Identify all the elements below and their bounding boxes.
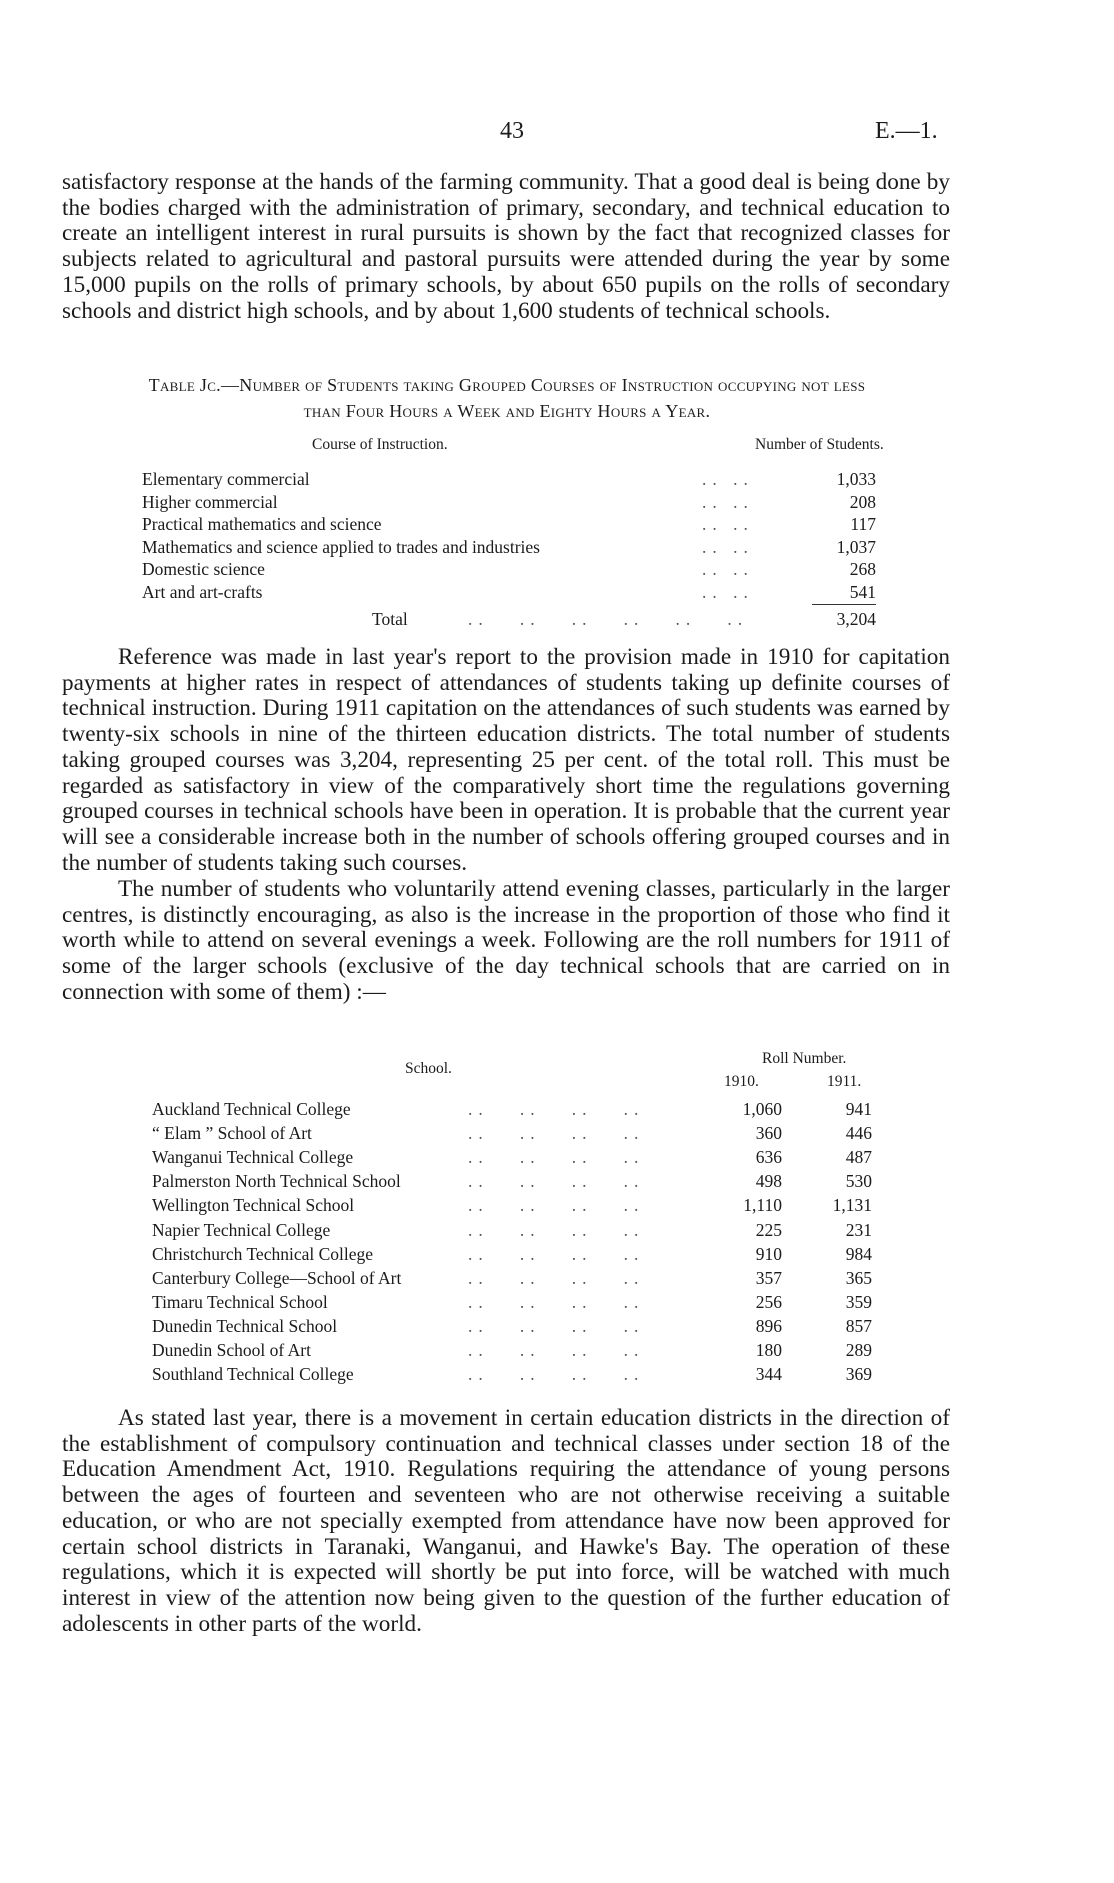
student-count: 1,037 [836,536,876,557]
roll-1911: 530 [845,1171,872,1192]
roll-1910: 636 [755,1147,782,1168]
total-label: Total [372,609,408,629]
student-count: 541 [849,581,876,602]
school-name: Dunedin Technical School [152,1315,338,1336]
leader-dots: .. .. .. .. [468,1243,645,1264]
school-name: Dunedin School of Art [152,1340,311,1360]
leader-dots: .. .. [702,514,754,534]
course-name: Domestic science [142,559,265,579]
leader-dots: .. .. [702,559,754,579]
leader-dots: .. .. .. .. [468,1171,645,1192]
leader-dots: .. .. .. .. [468,1195,645,1216]
roll-1911: 231 [845,1219,872,1240]
leader-dots: .. .. [702,491,754,512]
roll-1910: 256 [755,1291,782,1312]
roll-1910: 1,110 [743,1195,782,1216]
school-name: Wanganui Technical College [152,1147,354,1168]
student-count: 208 [849,491,876,512]
column-header-roll-number: Roll Number. [762,1050,847,1067]
roll-1911: 487 [845,1147,872,1168]
course-name: Mathematics and science applied to trades and industries [142,536,540,557]
roll-1910: 357 [755,1267,782,1288]
roll-1911: 857 [845,1315,872,1336]
roll-1910: 498 [755,1171,782,1192]
leader-dots: .. .. .. .. [468,1099,645,1119]
school-name: “ Elam ” School of Art [152,1123,312,1144]
school-name: Wellington Technical School [152,1195,355,1216]
roll-1910: 344 [755,1364,782,1385]
paragraph-compulsory-continuation: As stated last year, there is a movement in certain education districts in the direction of the establishment of compulsory continuation and technical classes under section 18 of the Education Amendment Act, 1910. Regulations requiring the attendance of young persons between the ages of fourteen and seventeen who are not otherwise receiving a suitable education, or who are not specially exempted from attendance have now been approved for certain school districts in Taranaki, Wanganui, and Hawke's Bay. The operation of these regulations, which it is expected will shortly be put into force, will be watched with much interest in view of the attention now being given to the question of the further education of adolescents in other parts of the world. [62,1405,950,1637]
table-jc-caption-line-1: Table Jc.—Number of Students taking Grouped Courses of Instruction occupying not less [148,375,866,395]
roll-1910: 225 [755,1219,782,1240]
leader-dots: .. .. [702,581,754,602]
school-name: Timaru Technical School [152,1291,328,1312]
leader-dots: .. .. .. .. [468,1340,645,1360]
roll-1910: 360 [755,1123,782,1144]
leader-dots: .. .. .. .. [468,1267,645,1288]
leader-dots: .. .. [702,536,754,557]
course-name: Higher commercial [142,491,278,512]
school-name: Canterbury College—School of Art [152,1267,402,1288]
leader-dots: .. .. .. .. [468,1291,645,1312]
column-header-course: Course of Instruction. [312,436,448,453]
leader-dots: .. .. .. .. [468,1364,645,1385]
roll-1911: 1,131 [832,1195,872,1216]
leader-dots: .. .. [702,469,754,489]
paragraph-rural-pursuits: satisfactory response at the hands of the farming community. That a good deal is being done by the bodies charged with the administration of primary, secondary, and technical education to create an intelligent interest in rural pursuits is shown by the fact that recognized classes for subjects related to agricultural and pastoral pursuits were attended during the year by some 15,000 pupils on the rolls of primary schools, by about 650 pupils on the rolls of secondary schools and district high schools, and by about 1,600 students of technical schools. [62,169,950,324]
table-jc-caption-line-2: than Four Hours a Week and Eighty Hours a Year. [303,401,711,421]
page-number: 43 [500,118,524,144]
course-name: Practical mathematics and science [142,514,382,534]
student-count: 117 [850,514,876,534]
leader-dots: .. .. .. .. [468,1147,645,1168]
course-name: Art and art-crafts [142,581,263,602]
student-count: 1,033 [836,469,876,489]
roll-1911: 941 [845,1099,872,1119]
school-name: Napier Technical College [152,1219,331,1240]
roll-1911: 365 [845,1267,872,1288]
roll-1910: 1,060 [742,1099,782,1119]
paragraph-evening-classes: The number of students who voluntarily attend evening classes, particularly in the larger centres, is distinctly encouraging, as also is the increase in the proportion of those who find it worth while to attend on several evenings a week. Following are the roll numbers for 1911 of some of the larger schools (exclusive of the day technical schools that are carried on in connection with some of them) :— [62,876,950,1005]
school-name: Southland Technical College [152,1364,354,1385]
roll-1911: 289 [845,1340,872,1360]
roll-1910: 910 [755,1243,782,1264]
leader-dots: .. .. .. .. [468,1315,645,1336]
column-header-school: School. [405,1060,452,1077]
roll-1910: 180 [755,1340,782,1360]
roll-1911: 369 [845,1364,872,1385]
course-name: Elementary commercial [142,469,310,489]
total-value: 3,204 [836,609,876,629]
school-name: Christchurch Technical College [152,1243,374,1264]
leader-dots: .. .. .. .. .. .. [468,609,749,629]
paragraph-capitation: Reference was made in last year's report to the provision made in 1910 for capitation payments at higher rates in respect of attendances of students taking up definite courses of technical instruction. During 1911 capitation on the attendances of such students was earned by twenty-six schools in nine of the thirteen education districts. The total number of students taking grouped courses was 3,204, representing 25 per cent. of the total roll. This must be regarded as satisfactory in view of the comparatively short time the regulations governing grouped courses in technical schools have been in operation. It is probable that the current year will see a considerable increase both in the number of schools offering grouped courses and in the number of students taking such courses. [62,644,950,876]
leader-dots: .. .. .. .. [468,1123,645,1144]
column-header-students: Number of Students. [755,436,884,453]
column-header-1911: 1911. [827,1073,862,1090]
report-reference: E.—1. [875,118,938,144]
column-header-1910: 1910. [724,1073,759,1090]
total-rule [812,604,876,605]
student-count: 268 [849,559,876,579]
roll-1911: 984 [845,1243,872,1264]
leader-dots: .. .. .. .. [468,1219,645,1240]
school-name: Auckland Technical College [152,1099,351,1119]
roll-1911: 359 [845,1291,872,1312]
roll-1911: 446 [845,1123,872,1144]
roll-1910: 896 [755,1315,782,1336]
school-name: Palmerston North Technical School [152,1171,401,1192]
